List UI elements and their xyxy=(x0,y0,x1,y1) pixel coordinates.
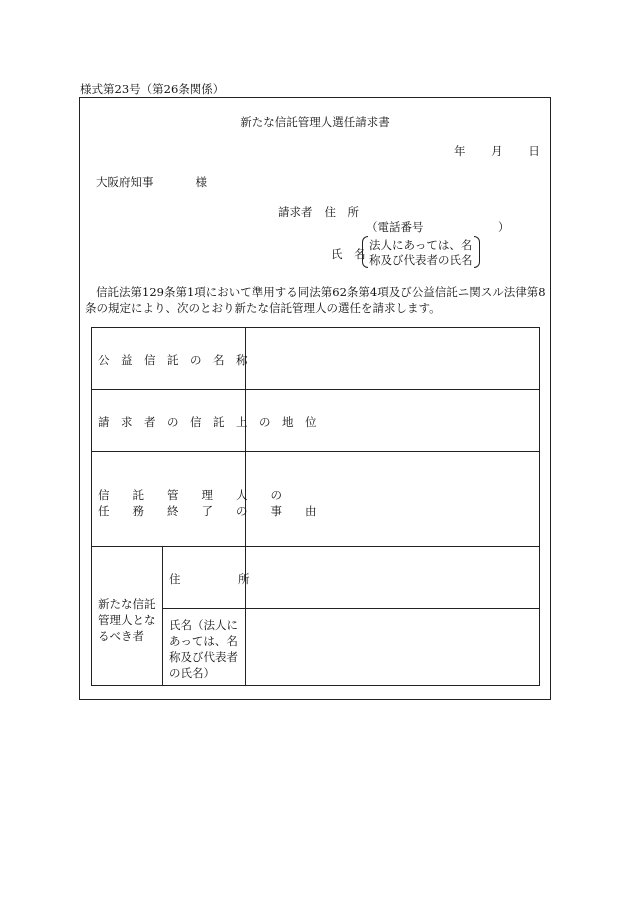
name-note-line2: 称及び代表者の氏名 xyxy=(369,253,473,267)
addressee-honorific: 様 xyxy=(195,175,207,189)
name-note-line1: 法人にあっては、名 xyxy=(369,238,473,252)
requester-position-field[interactable] xyxy=(246,390,539,451)
new-manager-name-field[interactable] xyxy=(246,609,539,685)
label-end-reason-2: 任 務 終 了 の 事 由 xyxy=(98,504,317,518)
label-end-reason-1: 信 託 管 理 人 の xyxy=(98,488,282,502)
request-table xyxy=(91,327,540,686)
label-trust-name: 公 益 信 託 の 名 称 xyxy=(98,353,248,367)
form-number-label: 様式第23号（第26条関係） xyxy=(80,82,225,96)
label-new-manager-3: るべき者 xyxy=(98,629,144,643)
requester-address-label: 住 所 xyxy=(324,205,359,219)
label-name-4: の氏名） xyxy=(169,666,215,680)
column-divider xyxy=(162,546,163,685)
requester-name-label: 氏 名 xyxy=(331,247,366,261)
label-new-manager-1: 新たな信託 xyxy=(98,597,156,611)
label-requester-position: 請 求 者 の 信 託 上 の 地 位 xyxy=(98,415,317,429)
requester-address-line xyxy=(278,207,359,219)
label-name-3: 称及び代表者 xyxy=(169,650,238,664)
addressee-line xyxy=(96,177,207,189)
new-manager-address-field[interactable] xyxy=(246,547,539,608)
requester-phone-open: （電話番号 xyxy=(366,220,424,234)
bracket-right xyxy=(474,236,480,268)
document-title: 新たな信託管理人選任請求書 xyxy=(240,115,390,129)
label-new-manager-2: 管理人とな xyxy=(98,613,156,627)
date-month: 月 xyxy=(491,144,503,158)
requester-name-note xyxy=(362,237,480,268)
requester-phone-close: ） xyxy=(498,220,510,234)
end-reason-field[interactable] xyxy=(246,452,539,546)
request-statement xyxy=(85,284,545,316)
trust-name-field[interactable] xyxy=(246,328,539,389)
label-name-2: あっては、名 xyxy=(169,634,238,648)
bracket-left xyxy=(362,236,368,268)
statement-line2: 条の規定により、次のとおり新たな信託管理人の選任を請求します。 xyxy=(85,301,441,315)
date-line xyxy=(454,146,540,158)
label-name-1: 氏名（法人に xyxy=(169,618,238,632)
date-year: 年 xyxy=(454,144,466,158)
date-day: 日 xyxy=(528,144,540,158)
requester-label: 請求者 xyxy=(278,205,313,219)
statement-line1: 信託法第129条第1項において準用する同法第62条第4項及び公益信託ニ関スル法律第8 xyxy=(96,285,546,299)
addressee-name: 大阪府知事 xyxy=(96,175,154,189)
label-address: 住 所 xyxy=(169,572,250,586)
